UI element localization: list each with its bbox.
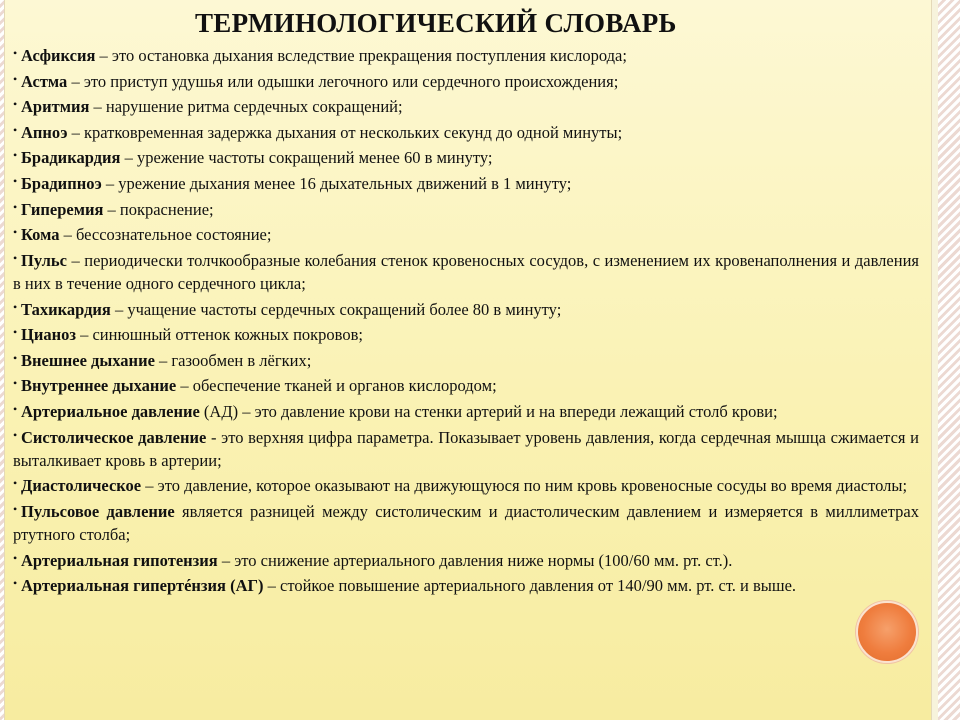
bullet-icon: •	[13, 501, 18, 516]
bullet-icon: •	[13, 199, 18, 214]
term-definition: – это приступ удушья или одышки легочного или сердечного происхождения;	[67, 71, 619, 91]
term-definition: – это остановка дыхания вследствие прекращения поступления кислорода;	[95, 46, 627, 65]
term-definition: – это снижение артериального давления ниже нормы (100/60 мм. рт. ст.).	[217, 550, 733, 570]
term-item	[13, 500, 919, 546]
term-name: Внешнее дыхание	[21, 350, 155, 370]
term-definition: – учащение частоты сердечных сокращений более 80 в минуту;	[110, 299, 562, 319]
term-definition: - это верхняя цифра параметра. Показывает уровень давления, когда сердечная мышца сжимается и выталкивает кровь в артерии;	[13, 427, 920, 470]
right-stripe-border	[938, 0, 960, 720]
term-name: Кома	[21, 225, 60, 245]
term-item	[13, 323, 919, 346]
term-item	[13, 349, 919, 372]
term-name: Астма	[21, 71, 68, 91]
terms-list	[13, 44, 919, 598]
term-name: Диастолическое	[21, 476, 142, 496]
term-item	[13, 223, 919, 246]
bullet-icon: •	[13, 550, 18, 565]
bullet-icon: •	[13, 71, 18, 86]
term-definition: – газообмен в лёгких;	[154, 350, 312, 370]
term-definition: – это давление, которое оказывают на движующуюся по ним кровь кровеносные сосуды во время диастолы;	[141, 476, 908, 496]
term-name: Артериальное давление	[21, 401, 200, 421]
term-item	[13, 574, 919, 597]
term-definition: – обеспечение тканей и органов кислородом;	[176, 376, 497, 396]
term-item	[13, 44, 919, 67]
term-item	[13, 198, 919, 221]
bullet-icon: •	[13, 97, 18, 112]
term-item	[13, 474, 919, 497]
term-item	[13, 172, 919, 195]
term-item	[13, 426, 919, 472]
bullet-icon: •	[13, 299, 18, 314]
term-name: Цианоз	[21, 325, 76, 345]
bullet-icon: •	[13, 148, 18, 163]
bullet-icon: •	[13, 225, 18, 240]
bullet-icon: •	[13, 576, 18, 591]
term-definition: является разницей между систолическим и диастолическим давлением и измеряется в миллиметрах ртутного столба;	[13, 501, 919, 545]
bullet-icon: •	[13, 325, 18, 340]
term-name: Внутреннее дыхание	[21, 376, 177, 396]
term-item	[13, 146, 919, 169]
term-definition: – покраснение;	[103, 199, 214, 219]
bullet-icon: •	[13, 476, 18, 491]
term-name: Тахикардия	[21, 299, 111, 319]
term-name: Апноэ	[21, 122, 68, 142]
term-name: Артериальная гипотензия	[21, 550, 218, 570]
term-definition: – периодически толчкообразные колебания стенок кровеносных сосудов, с изменением их кровенаполнения и давления в них в течение одного сердечного цикла;	[13, 250, 919, 293]
bullet-icon: •	[13, 401, 18, 416]
slide-content	[4, 0, 932, 720]
term-item	[13, 298, 919, 321]
term-definition: – бессознательное состояние;	[59, 225, 272, 245]
bullet-icon: •	[13, 173, 18, 188]
bullet-icon: •	[13, 46, 18, 60]
term-definition: – нарушение ритма сердечных сокращений;	[89, 97, 403, 117]
bullet-icon: •	[13, 427, 18, 442]
term-name: Асфиксия	[21, 46, 96, 65]
term-item	[13, 400, 919, 423]
term-item	[13, 549, 919, 572]
term-item	[13, 249, 919, 295]
orange-circle-decoration	[856, 601, 918, 663]
term-item	[13, 121, 919, 144]
term-name: Брадипноэ	[21, 173, 102, 193]
term-name: Брадикардия	[21, 148, 121, 168]
term-name: Пульс	[21, 250, 67, 270]
term-name: Артериальная гипертéнзия (АГ)	[21, 576, 264, 596]
bullet-icon: •	[13, 350, 18, 365]
term-name: Систолическое давление	[21, 427, 207, 447]
bullet-icon: •	[13, 376, 18, 391]
bullet-icon: •	[13, 250, 18, 265]
term-definition: – стойкое повышение артериального давления от 140/90 мм. рт. ст. и выше.	[263, 576, 797, 596]
term-item	[13, 374, 919, 397]
term-definition: – урежение частоты сокращений менее 60 в минуту;	[120, 148, 493, 168]
term-item	[13, 70, 919, 93]
term-name: Пульсовое давление	[21, 501, 175, 521]
term-definition: (АД) – это давление крови на стенки артерий и на впереди лежащий столб крови;	[199, 401, 778, 421]
term-definition: – кратковременная задержка дыхания от нескольких секунд до одной минуты;	[67, 122, 623, 142]
term-name: Аритмия	[21, 97, 90, 117]
term-name: Гиперемия	[21, 199, 104, 219]
term-definition: – синюшный оттенок кожных покровов;	[75, 325, 363, 345]
page-title: ТЕРМИНОЛОГИЧЕСКИЙ СЛОВАРЬ	[195, 8, 677, 38]
bullet-icon: •	[13, 122, 18, 137]
term-item	[13, 95, 919, 118]
term-definition: – урежение дыхания менее 16 дыхательных движений в 1 минуту;	[101, 173, 572, 193]
